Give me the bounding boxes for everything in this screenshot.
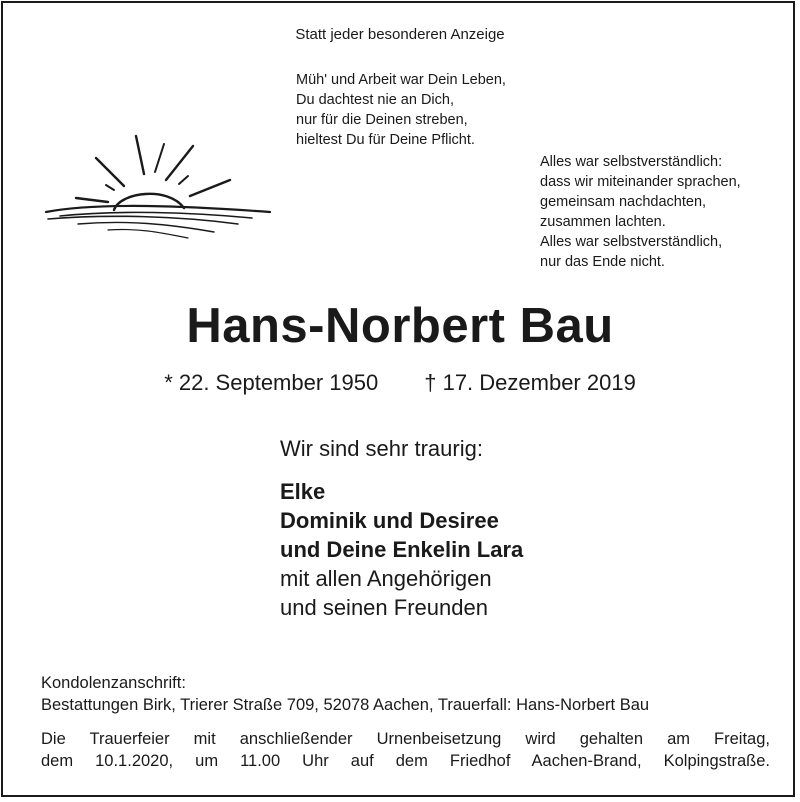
sunset-icon [38, 128, 282, 246]
poem-left [296, 70, 506, 150]
life-dates [0, 370, 800, 396]
mourner-line: mit allen Angehörigen [280, 566, 492, 591]
mourner-line: und seinen Freunden [280, 595, 488, 620]
death-date: † 17. Dezember 2019 [424, 370, 636, 395]
poem-right-line: gemeinsam nachdachten, [540, 194, 707, 210]
condolence-label: Kondolenzanschrift: [41, 674, 186, 692]
poem-right-line: Alles war selbstverständlich, [540, 234, 723, 250]
mourner-name: Dominik und Desiree [280, 508, 499, 533]
poem-right [540, 152, 741, 272]
poem-right-line: zusammen lachten. [540, 214, 666, 230]
mourner-name: Elke [280, 479, 326, 504]
poem-left-line: Du dachtest nie an Dich, [296, 92, 454, 108]
funeral-info [41, 728, 770, 772]
poem-right-line: nur das Ende nicht. [540, 254, 665, 270]
deceased-name: Hans-Norbert Bau [186, 299, 614, 353]
funeral-line: dem 10.1.2020, um 11.00 Uhr auf dem Friedhof Aachen-Brand, Kolpingstraße. [41, 752, 770, 770]
condolence-address: Bestattungen Birk, Trierer Straße 709, 52078 Aachen, Trauerfall: Hans-Norbert Bau [41, 696, 650, 714]
notice-header: Statt jeder besonderen Anzeige [295, 26, 505, 43]
funeral-line: Die Trauerfeier mit anschließender Urnenbeisetzung wird gehalten am Freitag, [41, 730, 770, 748]
poem-left-line: hieltest Du für Deine Pflicht. [296, 132, 475, 148]
mourner-name: und Deine Enkelin Lara [280, 537, 524, 562]
poem-right-line: dass wir miteinander sprachen, [540, 174, 741, 190]
poem-left-line: nur für die Deinen streben, [296, 112, 468, 128]
poem-left-line: Müh' und Arbeit war Dein Leben, [296, 72, 506, 88]
mourners-block [280, 434, 523, 622]
condolence-block [41, 672, 770, 716]
poem-right-line: Alles war selbstverständlich: [540, 154, 723, 170]
mourners-intro: Wir sind sehr traurig: [280, 436, 483, 461]
birth-date: * 22. September 1950 [164, 370, 379, 395]
